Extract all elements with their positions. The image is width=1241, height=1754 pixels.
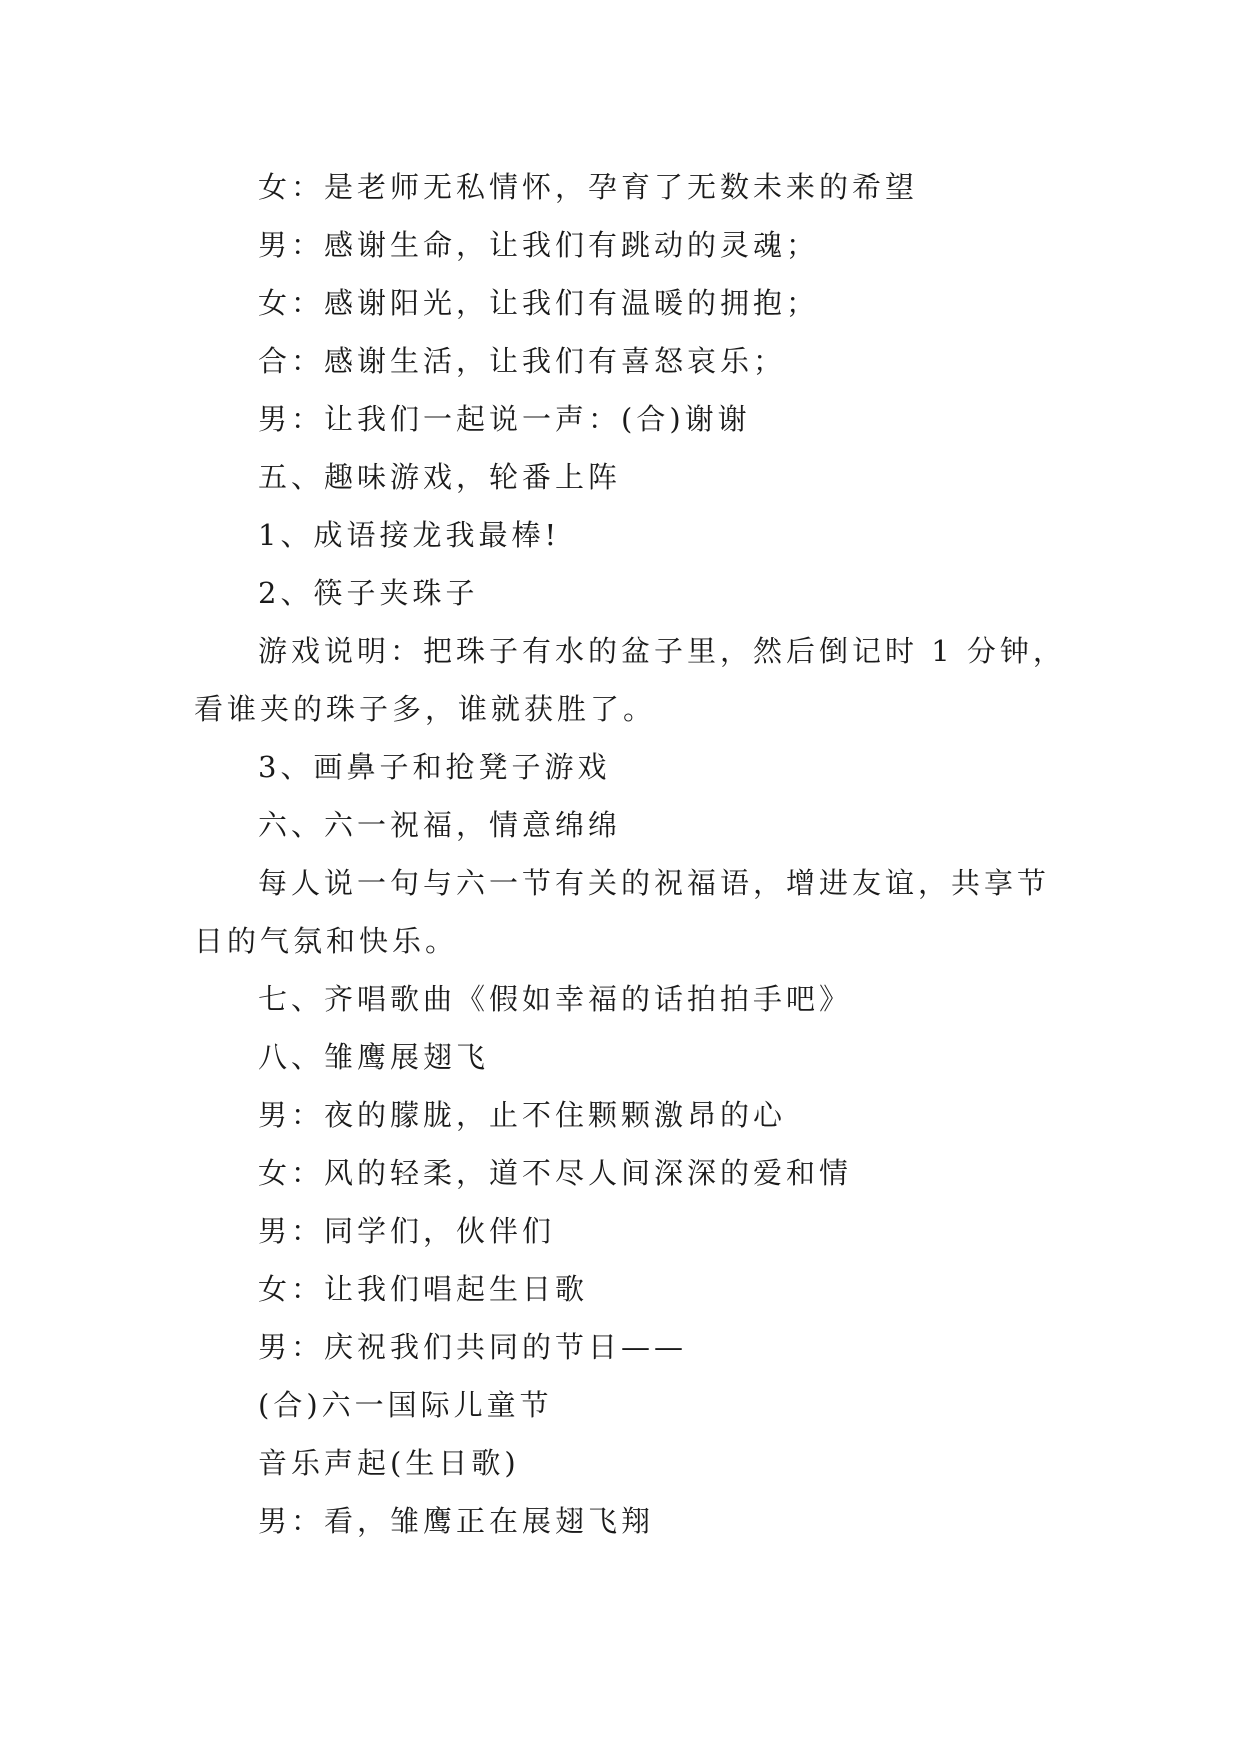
paragraph: 男：夜的朦胧，止不住颗颗激昂的心 [258, 1098, 787, 1132]
paragraph: 男：让我们一起说一声：(合)谢谢 [258, 402, 751, 436]
paragraph: (合)六一国际儿童节 [258, 1388, 553, 1422]
paragraph: 女：是老师无私情怀，孕育了无数未来的希望 [258, 170, 919, 204]
paragraph: 男：感谢生命，让我们有跳动的灵魂； [258, 228, 820, 262]
list-item: 2、筷子夹珠子 [258, 576, 479, 610]
paragraph: 女：让我们唱起生日歌 [258, 1272, 589, 1306]
paragraph: 游戏说明：把珠子有水的盆子里，然后倒记时 1 分钟，看谁夹的珠子多，谁就获胜了。 [194, 634, 1066, 726]
paragraph: 男：看，雏鹰正在展翅飞翔 [258, 1504, 655, 1538]
paragraph: 女：感谢阳光，让我们有温暖的拥抱； [258, 286, 820, 320]
paragraph: 每人说一句与六一节有关的祝福语，增进友谊，共享节日的气氛和快乐。 [194, 866, 1051, 958]
section-heading: 七、齐唱歌曲《假如幸福的话拍拍手吧》 [258, 982, 853, 1016]
paragraph: 合：感谢生活，让我们有喜怒哀乐； [258, 344, 787, 378]
paragraph: 男：同学们，伙伴们 [258, 1214, 556, 1248]
list-item: 1、成语接龙我最棒! [258, 518, 561, 552]
paragraph: 音乐声起(生日歌) [258, 1446, 520, 1480]
section-heading: 六、六一祝福，情意绵绵 [258, 808, 622, 842]
section-heading: 八、雏鹰展翅飞 [258, 1040, 490, 1074]
document-body [194, 158, 1074, 1550]
paragraph: 男：庆祝我们共同的节日—— [258, 1330, 688, 1364]
paragraph: 女：风的轻柔，道不尽人间深深的爱和情 [258, 1156, 853, 1190]
list-item: 3、画鼻子和抢凳子游戏 [258, 750, 611, 784]
section-heading: 五、趣味游戏，轮番上阵 [258, 460, 622, 494]
